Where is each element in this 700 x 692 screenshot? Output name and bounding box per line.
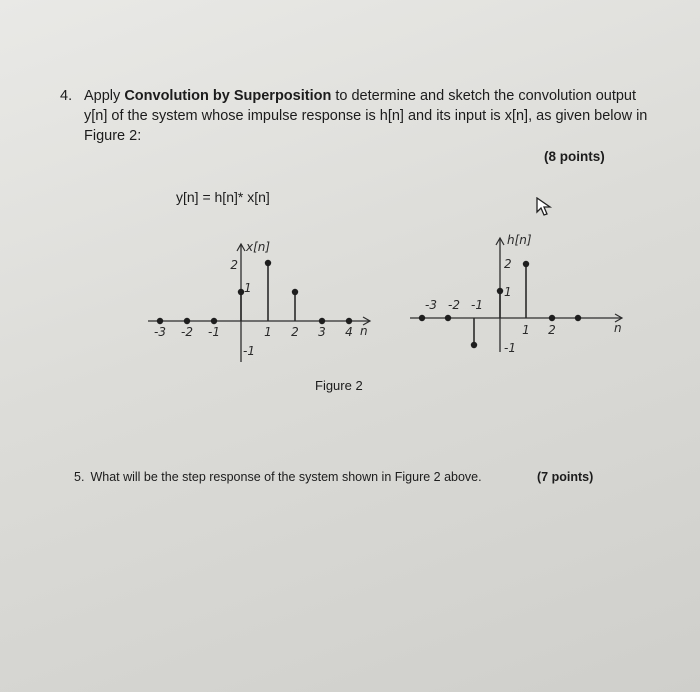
x-plot-sample-point-n1 bbox=[265, 260, 271, 266]
h-plot-ytick-2: 2 bbox=[504, 257, 512, 271]
question-5 bbox=[74, 470, 482, 484]
x-plot-tick-label: -3 bbox=[154, 325, 166, 339]
question-5-text: What will be the step response of the system shown in Figure 2 above. bbox=[90, 470, 482, 484]
question-4-number: 4. bbox=[60, 88, 73, 104]
figure-caption: Figure 2 bbox=[315, 378, 363, 393]
question-4-text: Apply Convolution by Superposition to determine and sketch the convolution output y[n] of the system whose impulse response is h[n] and its input is x[n], as given below in Figure 2: bbox=[84, 88, 648, 144]
x-plot-axis-label: n bbox=[360, 324, 368, 338]
h-plot-sample-point-n0 bbox=[497, 288, 503, 294]
h-plot-tick-label: 1 bbox=[522, 323, 530, 337]
x-plot-tick-label: 1 bbox=[264, 325, 272, 339]
h-plot-axis-label: n bbox=[614, 321, 622, 335]
h-plot-sample-point-n1 bbox=[523, 261, 529, 267]
h-plot-title: h[n] bbox=[507, 233, 532, 247]
x-plot-sample-point-n2 bbox=[292, 289, 298, 295]
question-4-points: (8 points) bbox=[544, 149, 605, 164]
x-plot-title: x[n] bbox=[246, 240, 271, 254]
x-plot-sample-point-n-2 bbox=[184, 318, 190, 324]
x-plot-tick-label: -2 bbox=[181, 325, 193, 339]
h-plot-sample-point-n-1 bbox=[471, 342, 477, 348]
h-plot-sample-point-n-2 bbox=[445, 315, 451, 321]
h-plot-sample-point-n-3 bbox=[419, 315, 425, 321]
question-5-number: 5. bbox=[74, 470, 85, 484]
h-plot-tick-label: -3 bbox=[425, 298, 437, 312]
h-plot-tick-label: -1 bbox=[471, 298, 483, 312]
x-plot-tick-label: 3 bbox=[318, 325, 326, 339]
h-plot-tick-label: -2 bbox=[448, 298, 460, 312]
h-plot-tick-label: 2 bbox=[548, 323, 556, 337]
question-5-points: (7 points) bbox=[537, 470, 594, 484]
h-plot-ytick-1: 1 bbox=[504, 285, 512, 299]
x-plot-sample-point-n-1 bbox=[211, 318, 217, 324]
x-plot-sample-point-n3 bbox=[319, 318, 325, 324]
x-plot-tick-label: 4 bbox=[345, 325, 353, 339]
x-plot-sample-point-n-3 bbox=[157, 318, 163, 324]
convolution-equation: y[n] = h[n]* x[n] bbox=[176, 189, 270, 205]
h-plot bbox=[410, 233, 622, 355]
x-plot-sample-point-n4 bbox=[346, 318, 352, 324]
x-plot-ytick-2: 2 bbox=[230, 258, 238, 272]
h-plot-sample-point-n2 bbox=[549, 315, 555, 321]
h-plot-ytick-minus-1: -1 bbox=[504, 341, 516, 355]
x-plot-ytick-1: 1 bbox=[244, 281, 252, 295]
question-4-bold-phrase: Convolution by Superposition bbox=[124, 88, 332, 104]
x-plot bbox=[148, 240, 370, 362]
h-plot-sample-point-n3 bbox=[575, 315, 581, 321]
x-plot-tick-label: 2 bbox=[291, 325, 299, 339]
x-plot-ytick-minus-1: -1 bbox=[243, 344, 255, 358]
x-plot-tick-label: -1 bbox=[208, 325, 220, 339]
